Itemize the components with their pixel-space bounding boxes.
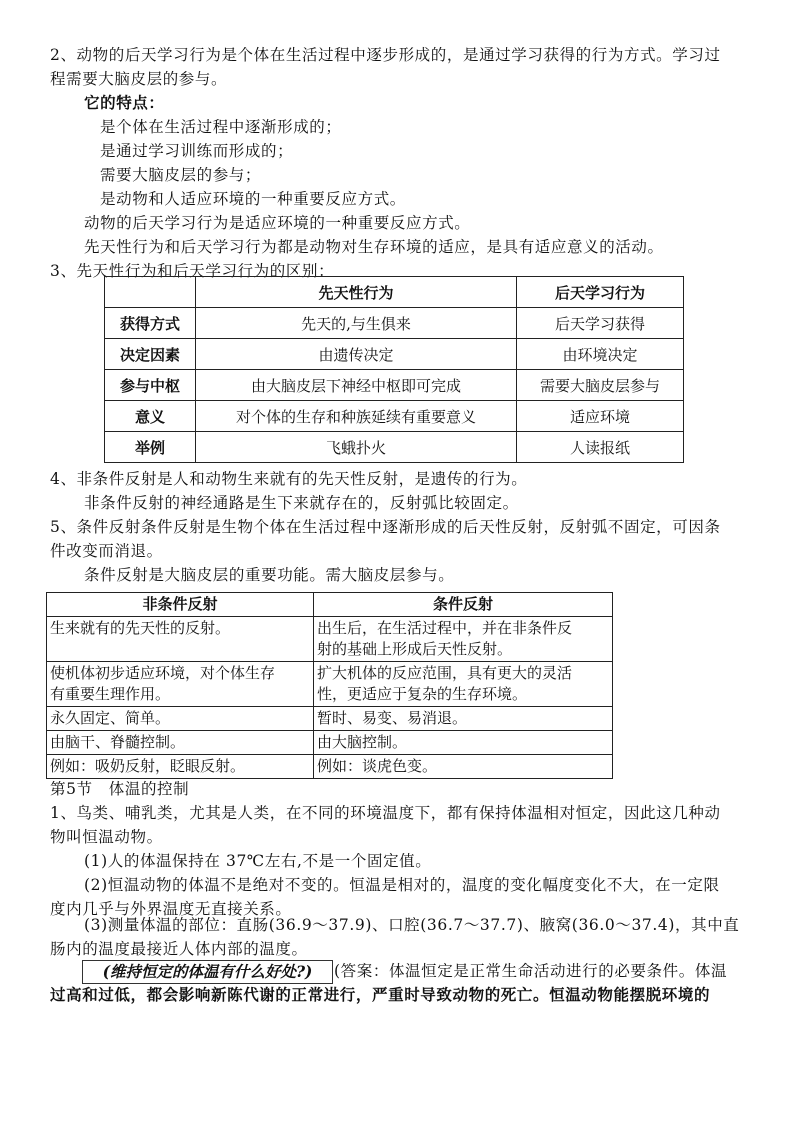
table-cell: 适应环境 <box>517 401 684 432</box>
table-cell: 由大脑皮层下神经中枢即可完成 <box>196 370 517 401</box>
cell-line: 例如：谈虎色变。 <box>317 757 438 775</box>
paragraph-5-line-1: 5、条件反射条件反射是生物个体在生活过程中逐渐形成的后天性反射，反射弧不固定，可因条 <box>50 518 721 536</box>
table-row <box>105 308 684 339</box>
feature-item-2: 是通过学习训练而形成的； <box>100 142 294 160</box>
cell-line: 生来就有的先天性的反射。 <box>50 619 231 637</box>
table-row <box>105 432 684 463</box>
table-cell <box>314 662 613 707</box>
temperature-paragraph-1-line-1: 1、鸟类、哺乳类，尤其是人类，在不同的环境温度下，都有保持体温相对恒定，因此这几种动 <box>50 804 721 822</box>
cell-line: 暂时、易变、易消退。 <box>317 709 468 727</box>
cell-line: 使机体初步适应环境，对个体生存 <box>50 664 276 682</box>
feature-item-4: 是动物和人适应环境的一种重要反应方式。 <box>100 190 406 208</box>
table-cell <box>314 731 613 755</box>
paragraph-4-line-2: 非条件反射的神经通路是生下来就存在的，反射弧比较固定。 <box>84 494 519 512</box>
table-row-label: 获得方式 <box>105 308 196 339</box>
features-title: 它的特点： <box>84 93 165 112</box>
cell-line: 由大脑控制。 <box>317 733 408 751</box>
paragraph-4: 4、非条件反射是人和动物生来就有的先天性反射，是遗传的行为。 <box>50 470 528 488</box>
table-cell: 需要大脑皮层参与 <box>517 370 684 401</box>
paragraph-3: 3、先天性行为和后天学习行为的区别： <box>50 262 335 280</box>
temperature-paragraph-1-line-2: 物叫恒温动物。 <box>50 828 163 846</box>
table-cell <box>314 707 613 731</box>
table-row-label: 意义 <box>105 401 196 432</box>
section-5-heading: 第5节 体温的控制 <box>50 780 190 798</box>
cell-line: 扩大机体的反应范围，具有更大的灵活 <box>317 664 573 682</box>
table-row <box>47 755 613 779</box>
table-row <box>47 617 613 662</box>
table-row <box>47 662 613 707</box>
table-cell <box>47 731 314 755</box>
cell-line: 射的基础上形成后天性反射。 <box>317 640 513 658</box>
cell-line: 永久固定、简单。 <box>50 709 171 727</box>
table-cell: 对个体的生存和种族延续有重要意义 <box>196 401 517 432</box>
table-header-row <box>105 277 684 308</box>
table-cell: 后天学习获得 <box>517 308 684 339</box>
table-cell <box>314 755 613 779</box>
table-header-row <box>47 593 613 617</box>
cell-line: 性，更适应于复杂的生存环境。 <box>317 685 528 703</box>
cell-line: 由脑干、脊髓控制。 <box>50 733 186 751</box>
table-row <box>105 370 684 401</box>
summary-line-1: 动物的后天学习行为是适应环境的一种重要反应方式。 <box>84 214 471 232</box>
temperature-point-3-line-1: (3)测量体温的部位：直肠(36.9～37.9)、口腔(36.7～37.7)、腋窝(36.0～37.4)，其中直 <box>84 916 740 934</box>
table-cell: 飞蛾扑火 <box>196 432 517 463</box>
question-box: (维持恒定的体温有什么好处?) <box>82 960 333 984</box>
table-header-cell <box>105 277 196 308</box>
cell-line: 有重要生理作用。 <box>50 685 171 703</box>
table-cell: 人读报纸 <box>517 432 684 463</box>
table-cell: 由环境决定 <box>517 339 684 370</box>
table-row-label: 决定因素 <box>105 339 196 370</box>
answer-line-1: (答案：体温恒定是正常生命活动进行的必要条件。体温 <box>334 962 728 980</box>
table-header-cell: 条件反射 <box>314 593 613 617</box>
reflex-comparison-table <box>46 592 613 779</box>
table-cell <box>47 662 314 707</box>
cell-line: 例如：吸奶反射，眨眼反射。 <box>50 757 246 775</box>
table-row-label: 参与中枢 <box>105 370 196 401</box>
paragraph-2-line-1: 2、动物的后天学习行为是个体在生活过程中逐步形成的，是通过学习获得的行为方式。学习过 <box>50 46 721 64</box>
paragraph-2-line-2: 程需要大脑皮层的参与。 <box>50 70 228 88</box>
table-cell <box>314 617 613 662</box>
paragraph-5-line-2: 件改变而消退。 <box>50 542 163 560</box>
table-cell <box>47 755 314 779</box>
table-cell: 先天的,与生俱来 <box>196 308 517 339</box>
temperature-point-3-line-2: 肠内的温度最接近人体内部的温度。 <box>50 940 308 958</box>
table-cell <box>47 617 314 662</box>
feature-item-3: 需要大脑皮层的参与； <box>100 166 262 184</box>
table-row <box>105 401 684 432</box>
temperature-point-2-line-2: 度内几乎与外界温度无直接关系。 <box>50 900 292 918</box>
table-cell: 由遗传决定 <box>196 339 517 370</box>
temperature-point-1: (1)人的体温保持在 37℃左右,不是一个固定值。 <box>84 852 432 870</box>
cell-line: 出生后，在生活过程中，并在非条件反 <box>317 619 573 637</box>
table-cell <box>47 707 314 731</box>
table-header-cell: 后天学习行为 <box>517 277 684 308</box>
table-header-cell: 非条件反射 <box>47 593 314 617</box>
behavior-comparison-table <box>104 276 684 463</box>
temperature-point-2-line-1: (2)恒温动物的体温不是绝对不变的。恒温是相对的，温度的变化幅度变化不大，在一定限 <box>84 876 720 894</box>
table-row-label: 举例 <box>105 432 196 463</box>
paragraph-5-line-3: 条件反射是大脑皮层的重要功能。需大脑皮层参与。 <box>84 566 455 584</box>
answer-line-2: 过高和过低，都会影响新陈代谢的正常进行，严重时导致动物的死亡。恒温动物能摆脱环境的 <box>50 985 711 1004</box>
table-header-cell: 先天性行为 <box>196 277 517 308</box>
table-row <box>47 731 613 755</box>
table-row <box>105 339 684 370</box>
feature-item-1: 是个体在生活过程中逐渐形成的； <box>100 118 342 136</box>
table-row <box>47 707 613 731</box>
summary-line-2: 先天性行为和后天学习行为都是动物对生存环境的适应，是具有适应意义的活动。 <box>84 238 664 256</box>
